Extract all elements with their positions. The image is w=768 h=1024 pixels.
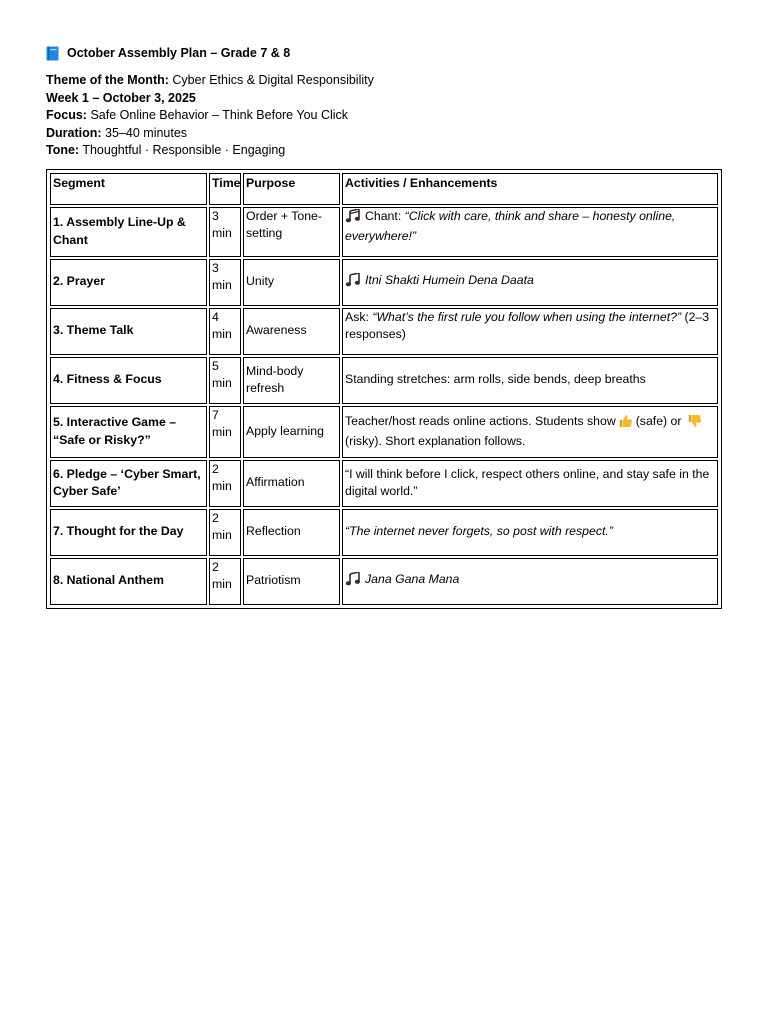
activity-text: (risky). Short explanation follows. (345, 434, 526, 448)
activity-cell: “The internet never forgets, so post with respect.” (342, 509, 718, 556)
time-cell: 3 min (209, 259, 241, 306)
column-header: Segment (50, 173, 207, 205)
segment-cell: 7. Thought for the Day (50, 509, 207, 556)
time-cell: 7 min (209, 406, 241, 458)
week-line (46, 90, 722, 108)
purpose-cell: Patriotism (243, 558, 340, 605)
segment-cell: 2. Prayer (50, 259, 207, 306)
purpose-cell: Unity (243, 259, 340, 306)
table-row (50, 509, 718, 556)
activity-cell (342, 308, 718, 355)
table-row (50, 308, 718, 355)
column-header: Time (209, 173, 241, 205)
tone-label: Tone: (46, 143, 80, 157)
document-title-line (46, 44, 722, 62)
segment-cell: 8. National Anthem (50, 558, 207, 605)
table-row (50, 357, 718, 404)
activity-suffix: (2–3 responses) (345, 309, 710, 341)
segment-cell (50, 406, 207, 458)
activity-text: Itni Shakti Humein Dena Daata (365, 272, 534, 287)
activity-prefix: Ask: (345, 309, 373, 324)
thumbs-up-icon (619, 414, 633, 434)
activity-text: Teacher/host reads online actions. Students show (345, 413, 616, 428)
activity-text: (safe) or (635, 413, 682, 428)
activity-cell: “I will think before I click, respect others online, and stay safe in the digital world.” (342, 460, 718, 507)
purpose-cell: Apply learning (243, 406, 340, 458)
tone-value: Thoughtful · Responsible · Engaging (82, 143, 286, 157)
time-cell: 2 min (209, 460, 241, 507)
music-note-icon (345, 572, 361, 592)
focus-value: Safe Online Behavior – Think Before You Click (90, 108, 349, 122)
activity-text: Jana Gana Mana (365, 571, 460, 586)
duration-label: Duration: (46, 125, 102, 140)
purpose-cell: Awareness (243, 308, 340, 355)
thumbs-down-icon (688, 414, 702, 434)
segment-line: “Safe or Risky?” (53, 432, 151, 447)
theme-line (46, 72, 722, 90)
activity-prefix: Chant: (365, 208, 405, 223)
activity-quote: “Click with care, think and share – honesty online, everywhere!” (345, 208, 676, 243)
activity-cell: Standing stretches: arm rolls, side bends, deep breaths (342, 357, 718, 404)
duration-value: 35–40 minutes (105, 125, 188, 140)
table-row (50, 207, 718, 257)
activity-cell (342, 558, 718, 605)
focus-label: Focus: (46, 108, 87, 122)
duration-line (46, 125, 722, 143)
theme-value: Cyber Ethics & Digital Responsibility (172, 73, 374, 87)
purpose-cell: Reflection (243, 509, 340, 556)
table-row (50, 406, 718, 458)
column-header: Activities / Enhancements (342, 173, 718, 205)
table-row (50, 558, 718, 605)
column-header: Purpose (243, 173, 340, 205)
segment-cell: 1. Assembly Line-Up & Chant (50, 207, 207, 257)
segment-line: Cyber Safe’ (53, 484, 121, 498)
purpose-cell: Mind-body refresh (243, 357, 340, 404)
segment-cell: 4. Fitness & Focus (50, 357, 207, 404)
segment-cell: 3. Theme Talk (50, 308, 207, 355)
activity-cell (342, 406, 718, 458)
tone-line (46, 142, 722, 160)
segment-line: 5. Interactive Game – (53, 415, 177, 429)
music-notes-icon (345, 209, 361, 229)
segment-cell (50, 460, 207, 507)
document-page (46, 44, 722, 609)
purpose-cell: Affirmation (243, 460, 340, 507)
segment-line: 6. Pledge – ‘Cyber Smart, (53, 466, 201, 481)
time-cell: 4 min (209, 308, 241, 355)
focus-line (46, 107, 722, 125)
assembly-table (48, 171, 720, 607)
activity-quote: “What’s the first rule you follow when using the internet?” (372, 309, 682, 324)
time-cell: 2 min (209, 558, 241, 605)
time-cell: 5 min (209, 357, 241, 404)
table-row (50, 259, 718, 306)
week-label: Week 1 – October 3, 2025 (46, 90, 196, 105)
blue-book-icon (46, 46, 59, 61)
time-cell: 2 min (209, 509, 241, 556)
document-title: October Assembly Plan – Grade 7 & 8 (67, 46, 291, 60)
time-cell: 3 min (209, 207, 241, 257)
activity-cell (342, 207, 718, 257)
music-note-icon (345, 273, 361, 293)
theme-label: Theme of the Month: (46, 73, 169, 87)
assembly-table-frame (46, 169, 722, 609)
purpose-cell: Order + Tone-setting (243, 207, 340, 257)
activity-cell (342, 259, 718, 306)
table-row (50, 460, 718, 507)
table-header-row (50, 173, 718, 205)
